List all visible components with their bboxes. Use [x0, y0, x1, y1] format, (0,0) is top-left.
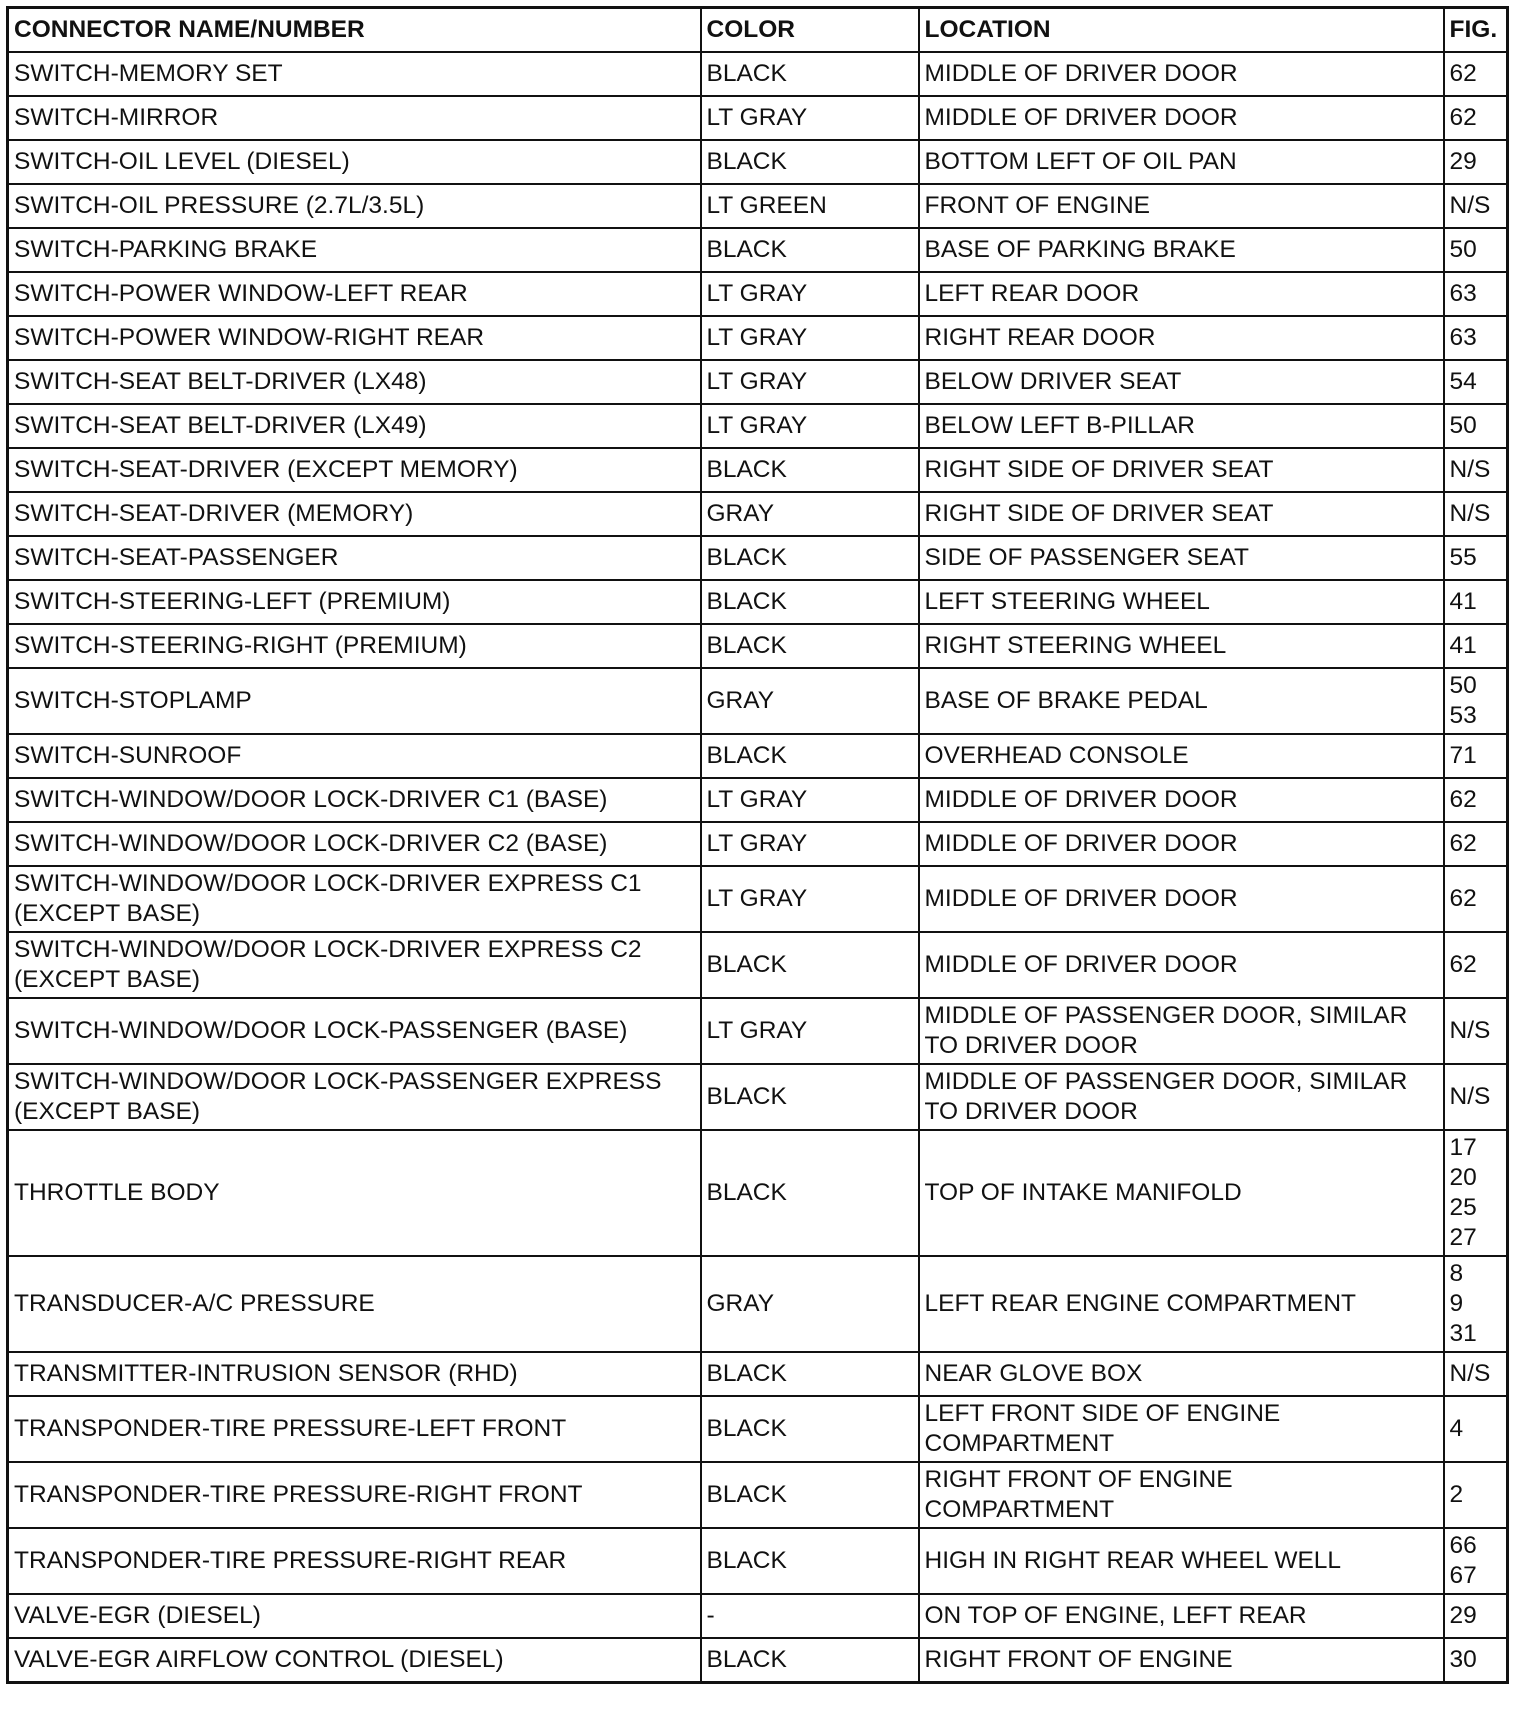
header-connector-name: CONNECTOR NAME/NUMBER [8, 8, 701, 53]
cell-color: BLACK [701, 1352, 919, 1396]
cell-location: RIGHT SIDE OF DRIVER SEAT [919, 448, 1444, 492]
cell-fig: 62 [1444, 866, 1508, 932]
cell-location: MIDDLE OF DRIVER DOOR [919, 866, 1444, 932]
cell-location: RIGHT REAR DOOR [919, 316, 1444, 360]
cell-color: LT GRAY [701, 316, 919, 360]
cell-connector-name: SWITCH-MIRROR [8, 96, 701, 140]
cell-connector-name: TRANSMITTER-INTRUSION SENSOR (RHD) [8, 1352, 701, 1396]
cell-color: BLACK [701, 734, 919, 778]
cell-location: HIGH IN RIGHT REAR WHEEL WELL [919, 1528, 1444, 1594]
cell-color: LT GRAY [701, 822, 919, 866]
cell-location: MIDDLE OF DRIVER DOOR [919, 96, 1444, 140]
cell-fig: 62 [1444, 932, 1508, 998]
table-row [8, 272, 1508, 316]
cell-location: MIDDLE OF PASSENGER DOOR, SIMILAR TO DRIVER DOOR [919, 998, 1444, 1064]
cell-connector-name: SWITCH-PARKING BRAKE [8, 228, 701, 272]
cell-fig: 66 67 [1444, 1528, 1508, 1594]
table-row [8, 1594, 1508, 1638]
cell-fig: 2 [1444, 1462, 1508, 1528]
cell-location: RIGHT SIDE OF DRIVER SEAT [919, 492, 1444, 536]
cell-connector-name: TRANSPONDER-TIRE PRESSURE-RIGHT FRONT [8, 1462, 701, 1528]
table-row [8, 866, 1508, 932]
table-row [8, 1462, 1508, 1528]
cell-location: ON TOP OF ENGINE, LEFT REAR [919, 1594, 1444, 1638]
cell-color: LT GREEN [701, 184, 919, 228]
cell-location: BELOW LEFT B-PILLAR [919, 404, 1444, 448]
cell-color: BLACK [701, 228, 919, 272]
cell-fig: 30 [1444, 1638, 1508, 1683]
cell-connector-name: SWITCH-WINDOW/DOOR LOCK-PASSENGER EXPRESS (EXCEPT BASE) [8, 1064, 701, 1130]
table-row [8, 1638, 1508, 1683]
table-row [8, 360, 1508, 404]
cell-location: MIDDLE OF DRIVER DOOR [919, 52, 1444, 96]
table-row [8, 228, 1508, 272]
cell-fig: 63 [1444, 316, 1508, 360]
cell-connector-name: SWITCH-SEAT-DRIVER (MEMORY) [8, 492, 701, 536]
header-row [8, 8, 1508, 53]
cell-fig: 4 [1444, 1396, 1508, 1462]
cell-connector-name: VALVE-EGR AIRFLOW CONTROL (DIESEL) [8, 1638, 701, 1683]
cell-connector-name: SWITCH-SEAT-PASSENGER [8, 536, 701, 580]
cell-location: LEFT STEERING WHEEL [919, 580, 1444, 624]
cell-location: RIGHT FRONT OF ENGINE [919, 1638, 1444, 1683]
cell-location: BASE OF PARKING BRAKE [919, 228, 1444, 272]
cell-color: BLACK [701, 624, 919, 668]
table-row [8, 1352, 1508, 1396]
cell-connector-name: THROTTLE BODY [8, 1130, 701, 1256]
cell-fig: 29 [1444, 1594, 1508, 1638]
table-row [8, 536, 1508, 580]
cell-color: BLACK [701, 1130, 919, 1256]
table-row [8, 492, 1508, 536]
cell-color: LT GRAY [701, 866, 919, 932]
cell-fig: N/S [1444, 1352, 1508, 1396]
table-row [8, 998, 1508, 1064]
cell-connector-name: SWITCH-WINDOW/DOOR LOCK-DRIVER EXPRESS C1 (EXCEPT BASE) [8, 866, 701, 932]
cell-location: RIGHT FRONT OF ENGINE COMPARTMENT [919, 1462, 1444, 1528]
table-row [8, 1396, 1508, 1462]
cell-color: LT GRAY [701, 778, 919, 822]
cell-fig: 41 [1444, 580, 1508, 624]
header-color: COLOR [701, 8, 919, 53]
cell-connector-name: SWITCH-WINDOW/DOOR LOCK-DRIVER EXPRESS C2 (EXCEPT BASE) [8, 932, 701, 998]
cell-connector-name: SWITCH-SEAT-DRIVER (EXCEPT MEMORY) [8, 448, 701, 492]
table-row [8, 1256, 1508, 1352]
cell-connector-name: SWITCH-POWER WINDOW-RIGHT REAR [8, 316, 701, 360]
table-row [8, 448, 1508, 492]
cell-fig: 62 [1444, 822, 1508, 866]
cell-color: BLACK [701, 932, 919, 998]
cell-location: TOP OF INTAKE MANIFOLD [919, 1130, 1444, 1256]
cell-fig: 54 [1444, 360, 1508, 404]
cell-fig: 17 20 25 27 [1444, 1130, 1508, 1256]
table-row [8, 404, 1508, 448]
cell-color: BLACK [701, 1638, 919, 1683]
table-row [8, 184, 1508, 228]
cell-color: GRAY [701, 668, 919, 734]
cell-color: BLACK [701, 448, 919, 492]
cell-color: GRAY [701, 1256, 919, 1352]
cell-fig: 8 9 31 [1444, 1256, 1508, 1352]
cell-fig: 63 [1444, 272, 1508, 316]
table-row [8, 580, 1508, 624]
table-row [8, 316, 1508, 360]
cell-location: SIDE OF PASSENGER SEAT [919, 536, 1444, 580]
cell-location: MIDDLE OF DRIVER DOOR [919, 932, 1444, 998]
cell-color: BLACK [701, 52, 919, 96]
cell-fig: 50 [1444, 404, 1508, 448]
header-fig: FIG. [1444, 8, 1508, 53]
cell-color: BLACK [701, 1396, 919, 1462]
cell-location: LEFT REAR DOOR [919, 272, 1444, 316]
table-row [8, 1064, 1508, 1130]
cell-fig: 62 [1444, 52, 1508, 96]
cell-color: - [701, 1594, 919, 1638]
cell-connector-name: SWITCH-OIL PRESSURE (2.7L/3.5L) [8, 184, 701, 228]
table-row [8, 624, 1508, 668]
cell-fig: 50 [1444, 228, 1508, 272]
cell-color: BLACK [701, 1064, 919, 1130]
cell-color: LT GRAY [701, 272, 919, 316]
cell-connector-name: SWITCH-STEERING-RIGHT (PREMIUM) [8, 624, 701, 668]
cell-connector-name: VALVE-EGR (DIESEL) [8, 1594, 701, 1638]
cell-fig: N/S [1444, 492, 1508, 536]
cell-fig: 55 [1444, 536, 1508, 580]
cell-color: LT GRAY [701, 404, 919, 448]
cell-color: LT GRAY [701, 360, 919, 404]
cell-fig: 50 53 [1444, 668, 1508, 734]
cell-connector-name: SWITCH-WINDOW/DOOR LOCK-PASSENGER (BASE) [8, 998, 701, 1064]
cell-color: BLACK [701, 536, 919, 580]
cell-connector-name: SWITCH-STOPLAMP [8, 668, 701, 734]
table-row [8, 1528, 1508, 1594]
cell-color: BLACK [701, 580, 919, 624]
cell-connector-name: SWITCH-SUNROOF [8, 734, 701, 778]
cell-connector-name: SWITCH-WINDOW/DOOR LOCK-DRIVER C1 (BASE) [8, 778, 701, 822]
cell-fig: 29 [1444, 140, 1508, 184]
cell-fig: N/S [1444, 184, 1508, 228]
cell-fig: 41 [1444, 624, 1508, 668]
cell-connector-name: SWITCH-OIL LEVEL (DIESEL) [8, 140, 701, 184]
cell-connector-name: SWITCH-STEERING-LEFT (PREMIUM) [8, 580, 701, 624]
cell-connector-name: TRANSPONDER-TIRE PRESSURE-RIGHT REAR [8, 1528, 701, 1594]
table-row [8, 778, 1508, 822]
cell-connector-name: SWITCH-MEMORY SET [8, 52, 701, 96]
table-row [8, 52, 1508, 96]
cell-connector-name: TRANSDUCER-A/C PRESSURE [8, 1256, 701, 1352]
cell-connector-name: SWITCH-WINDOW/DOOR LOCK-DRIVER C2 (BASE) [8, 822, 701, 866]
cell-color: LT GRAY [701, 96, 919, 140]
cell-location: OVERHEAD CONSOLE [919, 734, 1444, 778]
cell-location: MIDDLE OF DRIVER DOOR [919, 778, 1444, 822]
cell-location: LEFT FRONT SIDE OF ENGINE COMPARTMENT [919, 1396, 1444, 1462]
connector-location-table [6, 6, 1509, 1684]
cell-fig: 62 [1444, 778, 1508, 822]
cell-location: MIDDLE OF PASSENGER DOOR, SIMILAR TO DRIVER DOOR [919, 1064, 1444, 1130]
cell-color: LT GRAY [701, 998, 919, 1064]
cell-fig: 71 [1444, 734, 1508, 778]
cell-color: BLACK [701, 1462, 919, 1528]
cell-fig: 62 [1444, 96, 1508, 140]
cell-location: BOTTOM LEFT OF OIL PAN [919, 140, 1444, 184]
table-row [8, 140, 1508, 184]
cell-connector-name: SWITCH-SEAT BELT-DRIVER (LX48) [8, 360, 701, 404]
table-row [8, 96, 1508, 140]
cell-fig: N/S [1444, 448, 1508, 492]
cell-location: FRONT OF ENGINE [919, 184, 1444, 228]
table-body [8, 52, 1508, 1683]
cell-location: NEAR GLOVE BOX [919, 1352, 1444, 1396]
table-row [8, 668, 1508, 734]
header-location: LOCATION [919, 8, 1444, 53]
cell-color: GRAY [701, 492, 919, 536]
table-row [8, 822, 1508, 866]
cell-color: BLACK [701, 140, 919, 184]
cell-location: BELOW DRIVER SEAT [919, 360, 1444, 404]
cell-color: BLACK [701, 1528, 919, 1594]
table-row [8, 1130, 1508, 1256]
connector-table-sheet [6, 6, 1509, 1684]
cell-location: LEFT REAR ENGINE COMPARTMENT [919, 1256, 1444, 1352]
cell-connector-name: SWITCH-SEAT BELT-DRIVER (LX49) [8, 404, 701, 448]
table-row [8, 734, 1508, 778]
cell-connector-name: SWITCH-POWER WINDOW-LEFT REAR [8, 272, 701, 316]
table-header [8, 8, 1508, 53]
cell-fig: N/S [1444, 1064, 1508, 1130]
cell-location: MIDDLE OF DRIVER DOOR [919, 822, 1444, 866]
cell-fig: N/S [1444, 998, 1508, 1064]
cell-location: BASE OF BRAKE PEDAL [919, 668, 1444, 734]
cell-location: RIGHT STEERING WHEEL [919, 624, 1444, 668]
table-row [8, 932, 1508, 998]
cell-connector-name: TRANSPONDER-TIRE PRESSURE-LEFT FRONT [8, 1396, 701, 1462]
